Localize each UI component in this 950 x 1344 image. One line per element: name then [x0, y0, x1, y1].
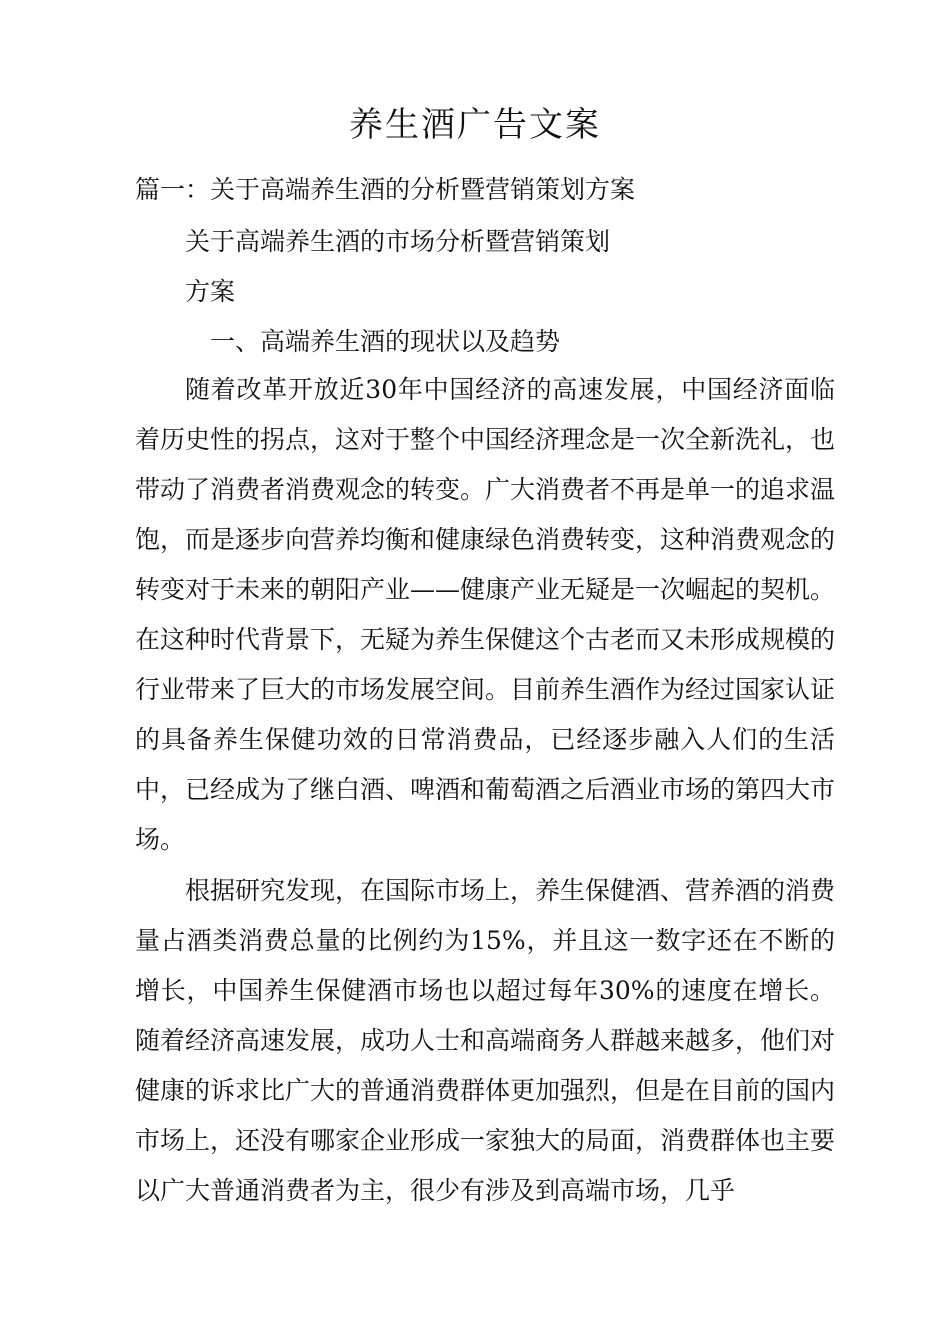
chapter-heading: 一、高端养生酒的现状以及趋势 — [210, 327, 561, 356]
paragraph-2: 根据研究发现，在国际市场上，养生保健酒、营养酒的消费量占酒类消费总量的比例约为15%，并且这一数字还在不断的增长，中国养生保健酒市场也以超过每年30%的速度在增长。随着经济高速发展，成功人士和高端商务人群越来越多，他们对健康的诉求比广大的普通消费群体更加强烈，但是在目前的国内市场上，还没有哪家企业形成一家独大的局面，消费群体也主要以广大普通消费者为主，很少有涉及到高端市场，几乎 — [135, 876, 836, 1205]
subtitle-line-1: 关于高端养生酒的市场分析暨营销策划 — [185, 227, 611, 256]
paragraph-1: 随着改革开放近30年中国经济的高速发展，中国经济面临着历史性的拐点，这对于整个中国经济理念是一次全新洗礼，也带动了消费者消费观念的转变。广大消费者不再是单一的追求温饱，而是逐步向营养均衡和健康绿色消费转变，这种消费观念的转变对于未来的朝阳产业——健康产业无疑是一次崛起的契机。在这种时代背景下，无疑为养生保健这个古老而又未形成规模的行业带来了巨大的市场发展空间。目前养生酒作为经过国家认证的具备养生保健功效的日常消费品，已经逐步融入人们的生活中，已经成为了继白酒、啤酒和葡萄酒之后酒业市场的第四大市场。 — [135, 375, 836, 854]
paragraph-2-container — [135, 866, 835, 1216]
subtitle-line-2: 方案 — [185, 277, 236, 306]
section-heading: 篇一：关于高端养生酒的分析暨营销策划方案 — [135, 175, 636, 204]
document-title: 养生酒广告文案 — [349, 105, 601, 145]
paragraph-1-container — [135, 365, 835, 865]
